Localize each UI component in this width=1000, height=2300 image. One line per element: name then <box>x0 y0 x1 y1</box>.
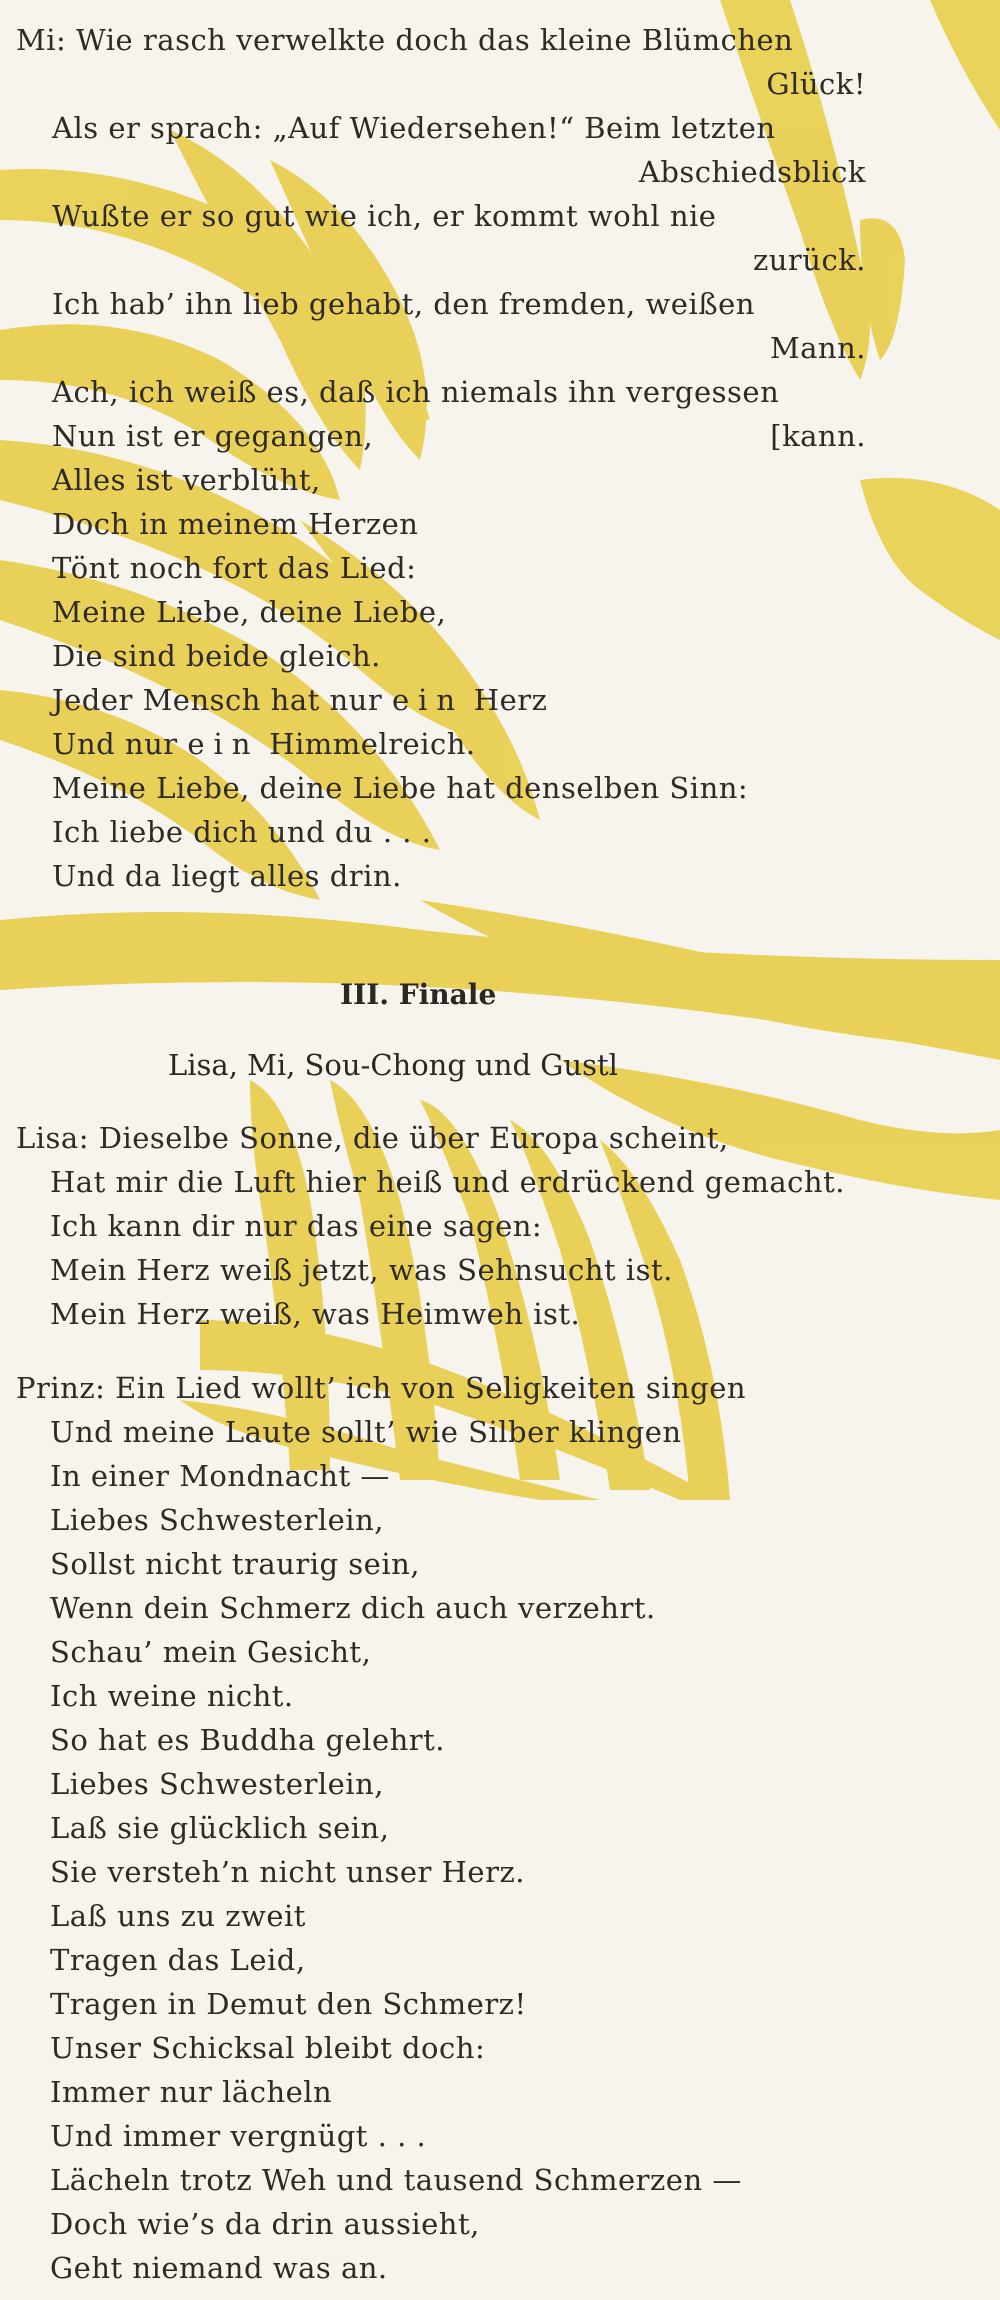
verse-text: Und nur <box>52 727 178 761</box>
verse-line: Sie versteh’n nicht unser Herz. <box>50 1855 525 1889</box>
verse-line: Prinz: Ein Lied wollt’ ich von Seligkeiten singen <box>16 1371 747 1405</box>
emphasized-word: ein <box>187 727 260 761</box>
verse-line: Liebes Schwesterlein, <box>50 1767 384 1801</box>
verse-line-continuation: Mann. <box>769 331 866 365</box>
verse-line: Mein Herz weiß, was Heimweh ist. <box>50 1297 581 1331</box>
section-heading: III. Finale <box>340 978 497 1011</box>
verse-line: Nun ist er gegangen, <box>52 419 374 453</box>
verse-line: Ich liebe dich und du . . . <box>52 815 432 849</box>
verse-line: Ich weine nicht. <box>50 1679 294 1713</box>
verse-text: Herz <box>473 683 548 717</box>
verse-line: Und meine Laute sollt’ wie Silber klingen <box>50 1415 682 1449</box>
verse-line: Wußte er so gut wie ich, er kommt wohl nie <box>52 199 717 233</box>
verse-line: Ach, ich weiß es, daß ich niemals ihn vergessen <box>52 375 780 409</box>
verse-line: Doch wie’s da drin aussieht, <box>50 2207 480 2241</box>
verse-line: Und immer vergnügt . . . <box>50 2119 427 2153</box>
verse-line: Liebes Schwesterlein, <box>50 1503 384 1537</box>
verse-line: Mein Herz weiß jetzt, was Sehnsucht ist. <box>50 1253 673 1287</box>
verse-line: Lächeln trotz Weh und tausend Schmerzen — <box>50 2163 742 2197</box>
verse-text: Jeder Mensch hat nur <box>52 683 383 717</box>
verse-line: Unser Schicksal bleibt doch: <box>50 2031 486 2065</box>
verse-line: Sollst nicht traurig sein, <box>50 1547 420 1581</box>
verse-line: Und da liegt alles drin. <box>52 859 402 893</box>
verse-line: Immer nur lächeln <box>50 2075 333 2109</box>
verse-line: Hat mir die Luft hier heiß und erdrückend gemacht. <box>50 1165 845 1199</box>
verse-line: Laß sie glücklich sein, <box>50 1811 390 1845</box>
verse-line: Ich hab’ ihn lieb gehabt, den fremden, weißen <box>52 287 755 321</box>
verse-line: Die sind beide gleich. <box>52 639 381 673</box>
verse-line: Laß uns zu zweit <box>50 1899 306 1933</box>
verse-line-continuation: Abschiedsblick <box>638 155 866 189</box>
verse-line <box>52 726 476 762</box>
verse-line-continuation: [kann. <box>770 419 866 453</box>
verse-line: Tragen in Demut den Schmerz! <box>50 1987 527 2021</box>
verse-line: Schau’ mein Gesicht, <box>50 1635 372 1669</box>
verse-line-continuation: zurück. <box>752 243 866 277</box>
verse-line: Meine Liebe, deine Liebe hat denselben Sinn: <box>52 771 749 805</box>
verse-line: Alles ist verblüht, <box>52 463 321 497</box>
verse-text: Himmelreich. <box>269 727 476 761</box>
verse-line: In einer Mondnacht — <box>50 1459 390 1493</box>
verse-line: Doch in meinem Herzen <box>52 507 419 541</box>
verse-line: Als er sprach: „Auf Wiedersehen!“ Beim letzten <box>52 111 776 145</box>
verse-line: Tönt noch fort das Lied: <box>52 551 417 585</box>
verse-line: Ich kann dir nur das eine sagen: <box>50 1209 543 1243</box>
verse-line: So hat es Buddha gelehrt. <box>50 1723 446 1757</box>
verse-line: Meine Liebe, deine Liebe, <box>52 595 447 629</box>
emphasized-word: ein <box>391 683 465 717</box>
verse-line: Lisa: Dieselbe Sonne, die über Europa scheint, <box>16 1121 729 1155</box>
verse-line: Tragen das Leid, <box>50 1943 306 1977</box>
characters-line: Lisa, Mi, Sou-Chong und Gustl <box>168 1048 618 1082</box>
verse-line: Wenn dein Schmerz dich auch verzehrt. <box>50 1591 656 1625</box>
verse-line: Mi: Wie rasch verwelkte doch das kleine Blümchen <box>16 23 794 57</box>
verse-line: Geht niemand was an. <box>50 2251 388 2285</box>
verse-line-continuation: Glück! <box>766 67 866 101</box>
verse-line <box>52 682 547 718</box>
